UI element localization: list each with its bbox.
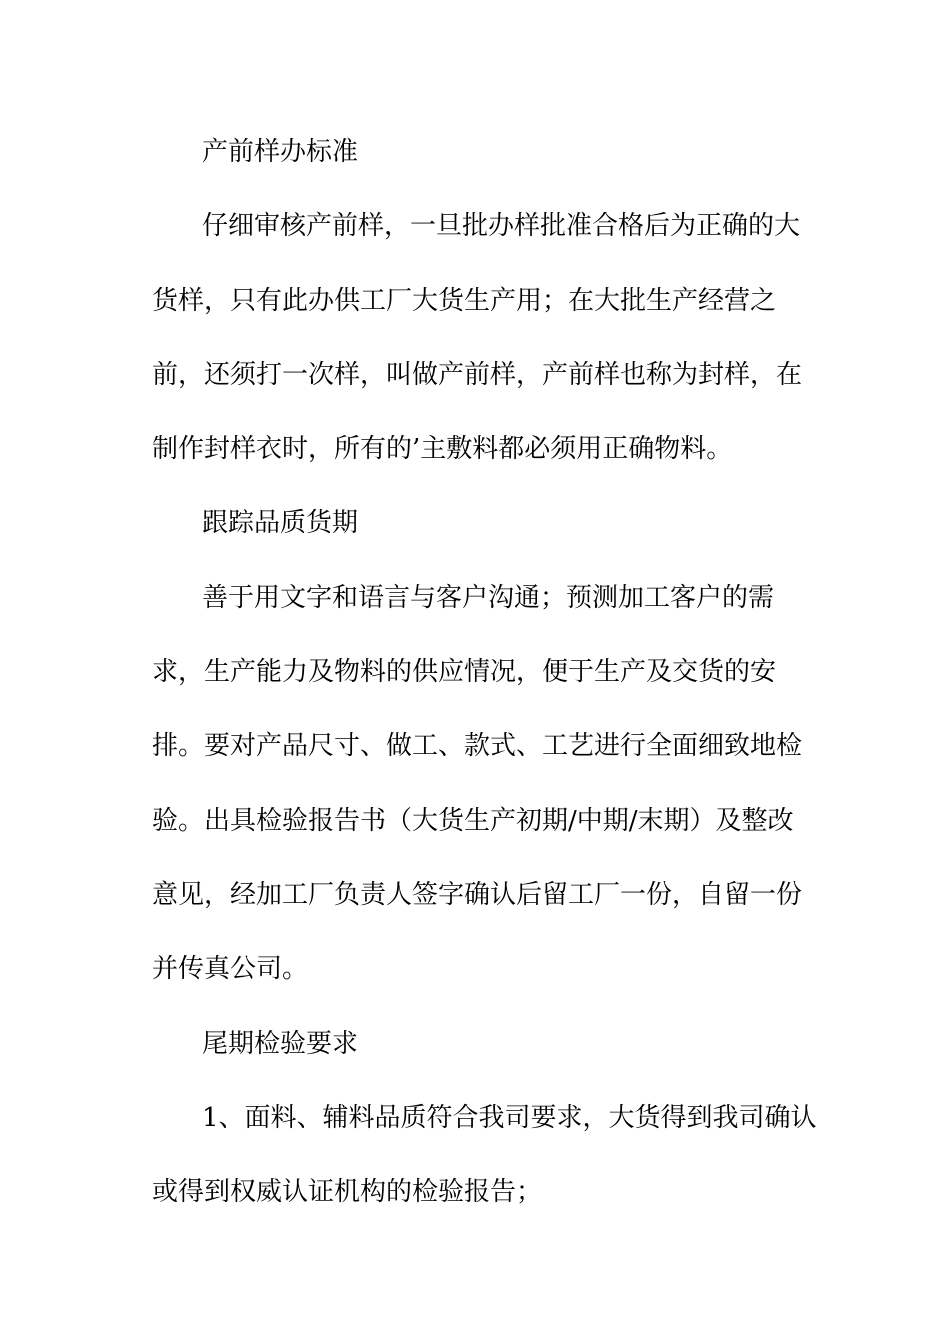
paragraph-line: 验。出具检验报告书（大货生产初期/中期/末期）及整改	[152, 806, 794, 836]
paragraph-line: 求，生产能力及物料的供应情况，便于生产及交货的安	[152, 657, 777, 687]
paragraph-line: 货样，只有此办供工厂大货生产用；在大批生产经营之	[152, 286, 777, 316]
paragraph-line: 并传真公司。	[152, 954, 309, 984]
section-heading: 产前样办标准	[202, 137, 359, 167]
section-heading: 跟踪品质货期	[202, 508, 359, 538]
paragraph-line: 仔细审核产前样，一旦批办样批准合格后为正确的大	[202, 211, 801, 241]
section-heading: 尾期检验要求	[202, 1029, 359, 1059]
paragraph-line: 制作封样衣时，所有的’主敷料都必须用正确物料。	[152, 434, 733, 464]
paragraph-line: 排。要对产品尺寸、做工、款式、工艺进行全面细致地检	[152, 731, 803, 761]
paragraph-line: 1、面料、辅料品质符合我司要求，大货得到我司确认	[202, 1103, 817, 1133]
paragraph-line: 善于用文字和语言与客户沟通；预测加工客户的需	[202, 583, 775, 613]
paragraph-line: 前，还须打一次样，叫做产前样，产前样也称为封样，在	[152, 360, 803, 390]
paragraph-line: 或得到权威认证机构的检验报告；	[152, 1177, 543, 1207]
paragraph-line: 意见，经加工厂负责人签字确认后留工厂一份，自留一份	[152, 880, 803, 910]
